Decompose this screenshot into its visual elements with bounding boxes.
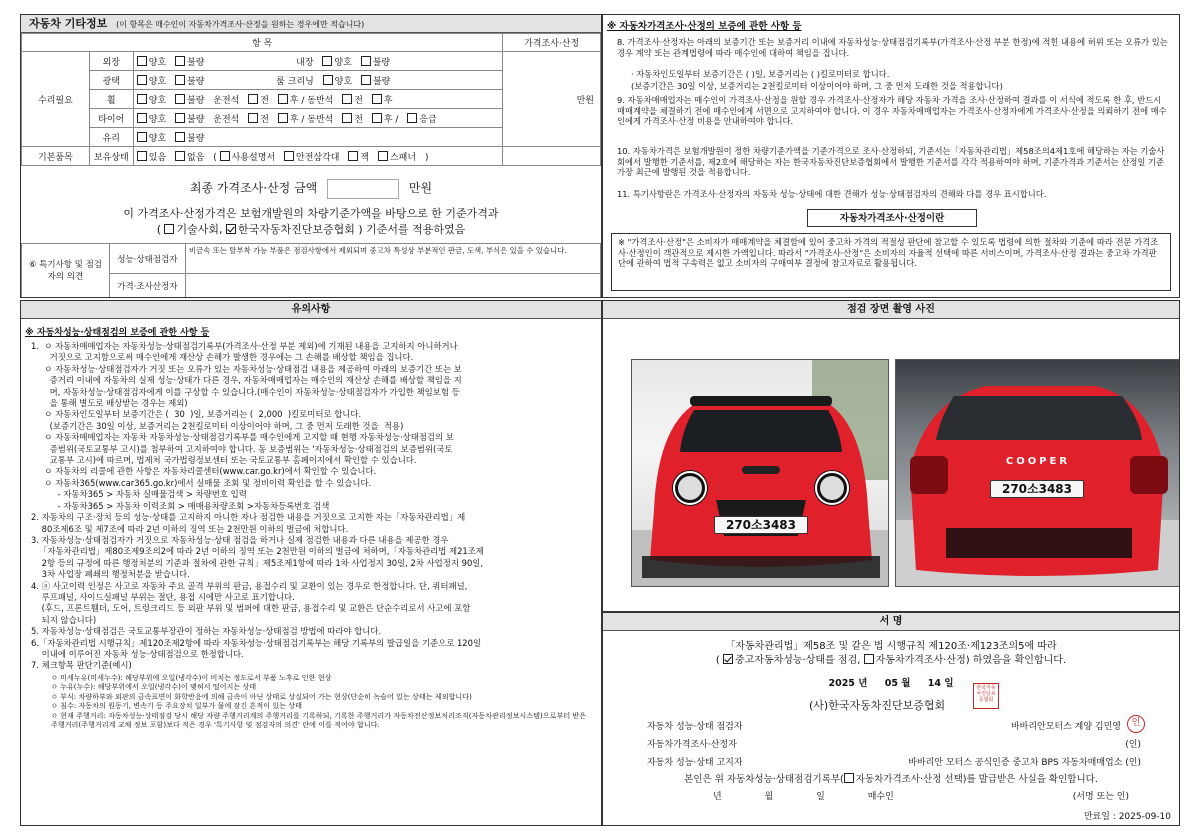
caution-line: ㅇ 자동차의 리콜에 관한 사항은 자동차리콜센터(www.car.go.kr)에서 확인할 수 있습니다. <box>31 466 377 477</box>
caution-line: ㅇ 자동차매매업자는 자동차 자동차성능·상태점검기록부를 매수인에게 고지할 때 현행 자동차성능·상태점검의 보 <box>31 432 454 443</box>
sig-row-1 <box>647 719 1169 732</box>
interior-good[interactable]: 양호 <box>322 55 351 68</box>
holding-paren-open: ( <box>213 152 217 163</box>
item-10: 10. 자동차가격은 보험개발원이 정한 차량기준가액을 기준가격으로 조사·산정하되, 기준서는「자동차관리법」제58조의4제1호에 해당하는 자는 기술사회에서 발행한 기준서를, 제2호에 해당하는 자는 한국자동차진단보증협회에서 발행한 기준서를 각각 적용하여야 하며, 기준가격과 기준서는 산정일 기준 가장 최근에 발행된 것을 적용합니다. <box>617 146 1165 178</box>
caution-line: ㅇ 자동차성능·상태점검자가 거짓 또는 오류가 있는 자동차성능·상태점검 내용을 제공하여 아래의 보증기간 또는 보 <box>31 363 462 374</box>
sig-law-line: 「자동차관리법」제58조 및 같은 법 시행규칙 제120조·제123조의5에 따라 <box>725 641 1057 652</box>
condition-table <box>21 33 601 166</box>
tire-good[interactable]: 양호 <box>137 112 166 125</box>
caution-line: 80조제6조 및 제7조에 따라 2년 이하의 징역 또는 2천만원 이하의 벌금에 처합니다. <box>31 523 349 534</box>
tire-rear-passenger[interactable]: 후 / 동반석 <box>278 112 334 125</box>
caution-line: 5. 자동차성능·상태점검은 국토교통부장관이 정하는 자동차성능·상태점검 방법에 따라야 합니다. <box>31 626 382 637</box>
sig-price-checkbox[interactable]: 자동차가격조사·산정) 하였음을 확인합니다. <box>864 655 1067 666</box>
caution-line: 증범위(국토교통부 고시)를 첨부하여 고지하여야 합니다. 동 보증범위는 '자동차성능·상태점검의 보증범위(국토 <box>31 443 453 454</box>
caution-line: 6.「자동차관리법 시행규칙」제120조제2항에 따라 자동차성능·상태점검기록부는 해당 기록부의 발급일을 기준으로 120일 <box>31 637 482 648</box>
glass-label: 유리 <box>89 128 133 147</box>
caution-line: 2. 자동차의 구조·장치 등의 성능·상태를 고지하지 아니한 자나 점검한 내용을 거짓으로 고지한 자는「자동차관리법」제 <box>31 512 466 523</box>
caution-line: (후드, 프론트휀더, 도어, 트렁크리드 등 외판 부위 및 범퍼에 대한 판금, 용접수리 및 교환은 단순수리로서 사고에 포함 <box>31 603 471 614</box>
holding-none[interactable]: 없음 <box>175 150 204 163</box>
caution-line: - 자동차365 > 자동차 이력조회 > 매매용차량조회 >자동차등록번호 검색 <box>31 500 330 511</box>
buyer-sign[interactable]: (서명 또는 인) <box>1072 792 1129 802</box>
caution-line: 7. 체크항목 판단기준(예시) <box>31 660 132 671</box>
definition-text: ※ "가격조사·산정"은 소비자가 매매계약을 체결함에 있어 중고차 가격의 적절성 판단에 참고할 수 있도록 법령에 의한 절차와 기준에 따라 전문 가격조사·산정인이 객관적으로 제시한 가액입니다. 따라서 "가격조사·산정"은 소비자의 자율적 선택에 따른 서비스이며, 가격조사·산정 결과는 중고차 가격판단에 관하여 법적 구속력은 없고 소비자의 구매여부 결정에 참고자료로 활용됩니다. <box>611 233 1171 291</box>
sig-row-2-value: (인) <box>1125 740 1141 750</box>
inspector-opinion-label: 성능·상태점검자 <box>109 244 185 274</box>
criteria-line: ㅇ 부식: 차량하부와 외판의 금속표면이 화학반응에 의해 금속이 아닌 상태로 상실되어 가는 현상(단순히 녹슬어 있는 상태는 제외합니다) <box>51 691 472 701</box>
sig-row-3-value: 바바리안 모터스 공식인증 중고차 BPS 자동차매매업소 (인) <box>908 758 1141 768</box>
wheel-good[interactable]: 양호 <box>137 93 166 106</box>
caution-lines <box>31 341 595 672</box>
exterior-row <box>133 52 503 71</box>
sig-confirm-checkbox[interactable] <box>844 774 856 785</box>
glass-good[interactable]: 양호 <box>137 131 166 144</box>
wheel-label: 휠 <box>89 90 133 109</box>
exterior-good[interactable]: 양호 <box>137 55 166 68</box>
sig-row-3 <box>647 755 1169 768</box>
gloss-row <box>133 71 503 90</box>
tire-bad[interactable]: 불량 <box>175 112 204 125</box>
wheel-driver-label: 운전석 <box>213 95 240 106</box>
glass-row <box>133 128 503 147</box>
inspector-opinion-text: 비금속 또는 탈부착 가능 부품은 점검사항에서 제외되며 중고차 특성상 부분적인 판금, 도색, 부식은 있을 수 있습니다. <box>185 244 600 274</box>
pricer-opinion-label: 가격·조사산정자 <box>109 274 185 298</box>
caution-line: - 자동차365 > 자동차 실매물검색 > 차량번호 입력 <box>31 489 247 500</box>
caution-line: 4. ⓐ 사고이력 인정은 사고로 자동차 주요 골격 부위의 판금, 용접수리 및 교환이 있는 경우로 한정합니다. 단, 쿼터패널, <box>31 580 468 591</box>
item-11: 11. 특기사항란은 가격조사·산정자의 자동차 성능·상태에 대한 견해가 성능·상태점검자의 견해와 다를 경우 표시합니다. <box>617 189 1047 199</box>
holding-have[interactable]: 있음 <box>137 150 166 163</box>
caution-line: 이내에 이루어진 자동차 성능·상태점검으로 한정합니다. <box>31 648 244 659</box>
association-seal: 한국자동차진단보증협회 <box>973 683 999 709</box>
item-8: 8. 가격조사·산정자는 아래의 보증기간 또는 보증거리 이내에 자동차성능·상태점검기록부(가격조사·산정 부분 한정)에 적힌 내용에 허위 또는 오류가 있는 경우 계약 또는 관계법령에 따라 매수인에 대하여 책임을 집니다. <box>617 37 1168 58</box>
gloss-label: 광택 <box>89 71 133 90</box>
exterior-bad[interactable]: 불량 <box>175 55 204 68</box>
sig-check-line: ( 중고자동차성능·상태를 점검, 자동차가격조사·산정) 하였음을 확인합니다. <box>715 655 1067 666</box>
sig-used-car-checkbox[interactable]: 중고자동차성능·상태를 점검, <box>723 655 860 666</box>
photos-title: 점검 장면 촬영 사진 <box>603 301 1179 319</box>
photos-panel <box>602 300 1180 612</box>
col-price-header: 가격조사·산정 <box>503 34 601 52</box>
caution-panel <box>20 300 602 826</box>
rear-car-illustration <box>896 360 1180 587</box>
wheel-front2[interactable]: 전 <box>342 93 363 106</box>
caution-line: 2항 등의 규정에 따른 행정처분의 기준과 절차에 관한 규칙」제5조제1항에 따라 1차 사업정지 30일, 2차 사업정지 90일, <box>31 557 484 568</box>
caution-line: 교통부 고시)에 따르며, 법제처 국가법령정보센터 또는 국토교통부 홈페이지에서 확인할 수 있습니다. <box>31 455 417 466</box>
sig-association: (사)한국자동차진단보증협회 <box>809 699 946 712</box>
rear-plate: 270소3483 <box>990 480 1084 498</box>
criteria-line: ㅇ 침수: 자동차의 원동기, 변속기 등 주요장치 일부가 물에 잠긴 흔적이 있는 상태 <box>51 701 302 711</box>
caution-criteria <box>51 673 595 729</box>
caution-line: 루프패널, 사이드실패널 부위는 절단, 용접 시에만 사고로 표기합니다. <box>31 591 295 602</box>
gloss-good[interactable]: 양호 <box>137 74 166 87</box>
rear-brand: COOPER <box>1005 456 1071 467</box>
buyer-label: 매수인 <box>867 792 894 802</box>
sig-row-1-label: 자동차 성능·상태 점검자 <box>647 722 743 732</box>
front-car-photo <box>631 359 889 587</box>
basis-assoc-checkbox[interactable]: 한국자동차진단보증협회 <box>226 223 355 236</box>
caution-subtitle: ※ 자동차성능·상태점검의 보증에 관한 사항 등 <box>25 328 210 338</box>
holding-row <box>133 147 503 166</box>
signature-panel <box>602 612 1180 826</box>
holding-paren-close: ) <box>424 152 429 163</box>
caution-line: 며, 자동차성능·상태점검자에게 이를 구상할 수 있습니다.(매수인이 자동차성능·상태점검자가 가입한 책임보험 등 <box>31 386 460 397</box>
caution-line: 되지 않습니다) <box>31 614 97 625</box>
interior-label: 내장 <box>296 57 314 68</box>
holding-spanner[interactable]: 스패너 <box>378 150 416 163</box>
wheel-rear[interactable]: 후 <box>372 93 393 106</box>
tire-front[interactable]: 전 <box>248 112 269 125</box>
special-label: ⑥ 특기사항 및 점검자의 의견 <box>22 244 110 298</box>
basic-label: 기본품목 <box>22 147 90 166</box>
tire-label: 타이어 <box>89 109 133 128</box>
tire-front2[interactable]: 전 <box>342 112 363 125</box>
criteria-line: ㅇ 누유(누수): 해당부위에서 오일(냉각수)이 맺혀서 떨어지는 상태 <box>51 682 257 692</box>
tire-emergency[interactable]: 응급 <box>407 112 436 125</box>
caution-line: 3. 자동차성능·상태점검자가 거짓으로 자동차성능·상태 점검을 하거나 실제 점검한 내용과 다른 내용을 제공한 경우 <box>31 534 449 545</box>
price-warranty-title: ※ 자동차가격조사·산정의 보증에 관한 사항 등 <box>607 21 802 32</box>
caution-line: (보증기간은 30일 이상, 보증거리는 2천킬로미터 이상이어야 하며, 그 중 먼저 도래한 것을 적용) <box>31 420 404 431</box>
tire-driver-label: 운전석 <box>213 114 240 125</box>
final-price-input[interactable] <box>327 179 399 199</box>
item-8c: (보증기간은 30일 이상, 보증거리는 2천킬로미터 이상이어야 하며, 그 중 먼저 도래한 것을 적용합니다) <box>631 81 1003 91</box>
tire-row <box>133 109 503 128</box>
basic-price-cell <box>503 147 601 166</box>
front-car-illustration <box>632 360 889 587</box>
holding-manual[interactable]: 사용설명서 <box>220 150 275 163</box>
criteria-line: ㅇ 현재 주행거리: 자동차성능·상태점검 당시 해당 자량 주행거리계의 주행거리를 기록하되, 기록한 주행거리가 자동차전산정보처리조직(자동차관리정보시스템)으로부터 받은 주행거리(주행거리계 교체 정보 포함)보다 적은 경우 '특기사항 및 점검자의 의견' 란에 이를 적어야 합니다. <box>51 710 587 730</box>
final-price-row <box>21 175 601 201</box>
wheel-front[interactable]: 전 <box>248 93 269 106</box>
special-notes-table <box>21 243 601 298</box>
final-price-label: 최종 가격조사·산정 금액 <box>189 181 318 195</box>
definition-title: 자동차가격조사·산정이란 <box>807 209 977 227</box>
other-info-header <box>21 15 601 33</box>
sig-row-3-label: 자동차 성능·상태 고지자 <box>647 758 743 768</box>
wheel-rear-passenger[interactable]: 후 / 동반석 <box>278 93 334 106</box>
basis-tail: ) 기준서를 적용하였음 <box>358 223 466 236</box>
caution-line: 「자동차관리법」제80조제9조의2에 따라 2년 이하의 징역 또는 2천만원 이하의 벌금에 처하며,「자동차관리법 제21조제 <box>31 546 484 557</box>
pricer-opinion-text <box>185 274 600 298</box>
caution-line: 을 통해 별도로 배상받는 경우는 제외) <box>31 398 188 409</box>
rear-car-photo <box>895 359 1180 587</box>
caution-line: ㅇ 자동차인도일부터 보증기간은 ( 30 )일, 보증거리는 ( 2,000 )킬로미터로 합니다. <box>31 409 362 420</box>
holding-jack[interactable]: 잭 <box>348 150 369 163</box>
exterior-label: 외장 <box>89 52 133 71</box>
basis-choice: ( 기술사회, 한국자동차진단보증협회 ) 기준서를 적용하였음 <box>156 223 466 236</box>
caution-line: 1. ㅇ 자동차매매업자는 자동차성능·상태점검기록부(가격조사·산정 부분 제외)에 기재된 내용을 고지하지 아니하거나 <box>31 341 458 351</box>
basis-line: 이 가격조사·산정가격은 보험개발원의 차량기준가액을 바탕으로 한 기준가격과 <box>123 207 499 220</box>
room-cleaning-bad[interactable]: 불량 <box>361 74 390 87</box>
final-price-unit: 만원 <box>408 181 433 195</box>
criteria-line: ㅇ 미세누유(미세누수): 해당부위에 오일(냉각수)이 비치는 정도로서 부품 노후로 인한 현상 <box>51 673 332 682</box>
sig-confirm: 본인은 위 자동차성능·상태점검기록부( 자동차가격조사·산정 선택)를 발급받은 사실을 확인합니다. <box>684 774 1098 785</box>
basis-tech-checkbox[interactable]: 기술사회, <box>164 223 222 236</box>
signature-title: 서 명 <box>603 613 1179 631</box>
item-8b: · 자동차인도일부터 보증기간은 ( )일, 보증거리는 ( )킬로미터로 합니다. <box>631 69 890 79</box>
item-9: 9. 자동차매매업자는 매수인이 가격조사·산정을 원할 경우 가격조사·산정자가 해당 자동차 가격을 조사·산정하여 결과를 이 서식에 적도록 한 후, 반드시 매매계약을 체결하기 전에 매수인에게 서면으로 고지하여야 합니다. 이 경우 자동차매매업자는 가격조사·산정자에게 가격조사·산정을 의뢰하기 전에 매수인에게 가격조사·산정 비용을 안내하여야 합니다. <box>617 95 1167 127</box>
caution-line: ㅇ 자동차365(www.car365.go.kr)에서 실매물 조회 및 정비이력 확인을 할 수 있습니다. <box>31 477 372 488</box>
caution-line: 증거리 이내에 자동차의 실제 성능·상태가 다른 경우, 자동차매매업자는 매수인의 재산상 손해를 배상할 책임을 지 <box>31 375 462 386</box>
holding-label: 보유상태 <box>89 147 133 166</box>
room-cleaning-good[interactable]: 양호 <box>323 74 352 87</box>
sig-row-2-label: 자동차가격조사·산정자 <box>647 740 737 750</box>
price-warranty-panel <box>602 14 1180 298</box>
tire-rear[interactable]: 후 / <box>372 112 399 125</box>
sig-buyer-row: 년 월 일 매수인 (서명 또는 인) <box>713 789 1169 802</box>
wheel-row <box>133 90 503 109</box>
caution-title: 유의사항 <box>21 301 601 319</box>
interior-bad[interactable]: 불량 <box>361 55 390 68</box>
holding-triangle[interactable]: 안전삼각대 <box>284 150 339 163</box>
gloss-bad[interactable]: 불량 <box>175 74 204 87</box>
caution-line: 3차 사업장 폐쇄의 행정처분을 받습니다. <box>31 569 190 580</box>
caution-line: 거짓으로 고지함으로써 매수인에게 재산상 손해가 발생한 경우에는 그 손해를 배상할 책임을 집니다. <box>31 352 414 363</box>
wheel-bad[interactable]: 불량 <box>175 93 204 106</box>
other-info-subtitle: (이 항목은 매수인이 자동차가격조사·산정을 원하는 경우에만 적습니다) <box>116 20 365 29</box>
expiry-date: 만료일 : 2025-09-10 <box>1083 812 1171 822</box>
room-cleaning-label: 룸 크리닝 <box>276 76 314 87</box>
inspector-seal: 인 <box>1127 715 1145 733</box>
repair-label: 수리필요 <box>22 52 90 147</box>
other-info-title: 자동차 기타정보 <box>29 17 108 30</box>
glass-bad[interactable]: 불량 <box>175 131 204 144</box>
sig-date: 2025 년 05 월 14 일 <box>828 678 954 689</box>
sig-row-1-value: 바바리안모터스 계양 김민영 <box>1010 722 1121 732</box>
front-plate: 270소3483 <box>714 516 808 534</box>
repair-price-unit: 만원 <box>503 52 601 147</box>
sig-row-2 <box>647 737 1169 750</box>
other-info-panel <box>20 14 602 298</box>
col-item-header: 항 목 <box>22 34 503 52</box>
